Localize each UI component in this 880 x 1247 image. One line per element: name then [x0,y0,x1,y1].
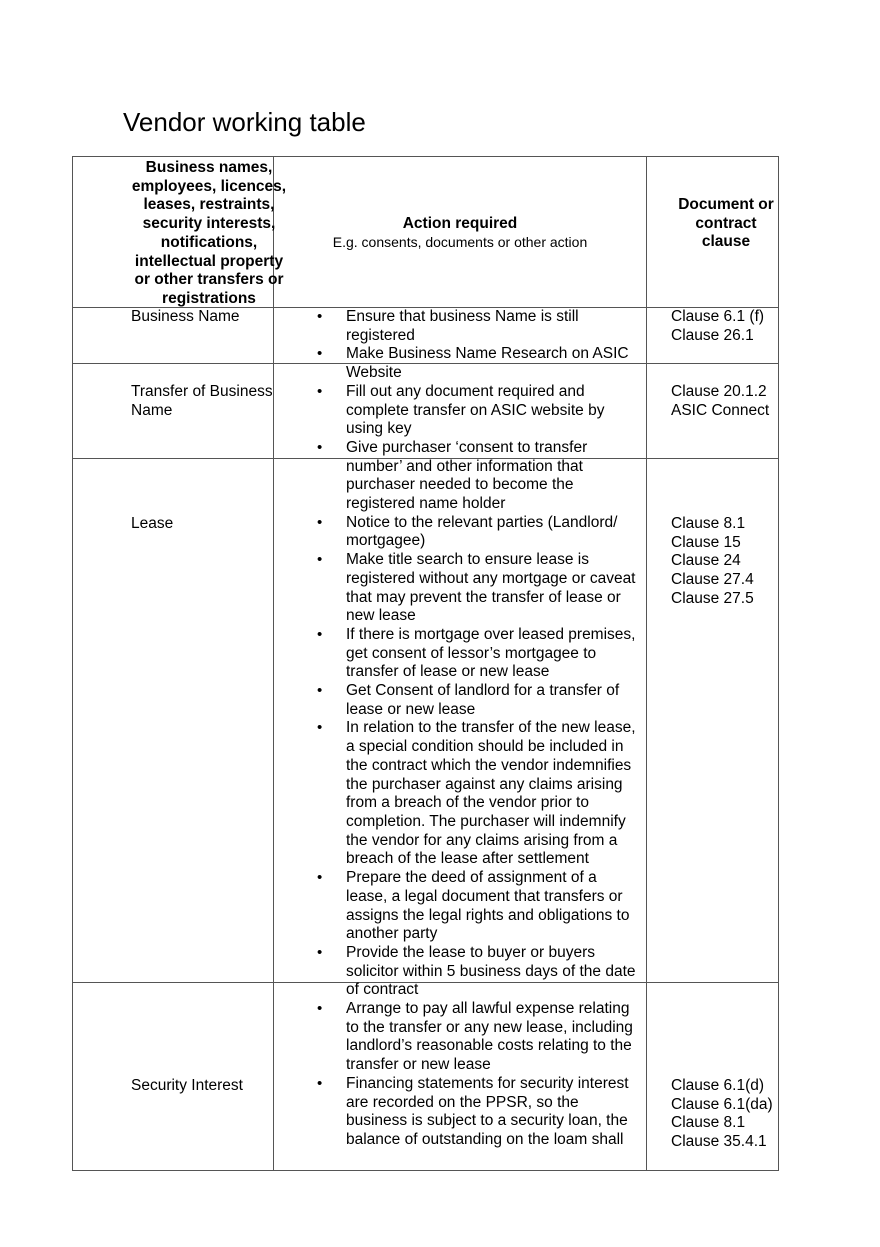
clause: Clause 6.1(da) [671,1095,773,1113]
action-line: Website [346,364,402,382]
action-line: from a breach of the vendor prior to [346,794,589,812]
table-border-top [72,156,779,157]
action-line: If there is mortgage over leased premises, [346,625,636,643]
action-line: landlord’s reasonable costs relating to the [346,1037,632,1055]
bullet-icon: • [317,382,323,400]
bullet-icon: • [317,1074,323,1092]
clause: Clause 26.1 [671,326,754,344]
action-line: Make Business Name Research on ASIC [346,345,629,363]
action-line: complete transfer on ASIC website by [346,401,605,419]
action-line: breach of the lease after settlement [346,850,589,868]
clauses-lease [671,515,754,609]
table-border-left [72,156,73,1171]
action-line: Give purchaser ‘consent to transfer [346,438,588,456]
action-line: a special condition should be included in [346,738,624,756]
clauses-transfer [671,383,769,420]
bullet-icon: • [317,869,323,886]
bullet-icon: • [317,513,323,531]
action-line: business is subject to a security loan, the [346,1112,628,1130]
row-label-transfer [131,383,273,420]
column-divider [646,156,647,1171]
clause: Clause 35.4.1 [671,1133,767,1151]
clause: Clause 8.1 [671,515,746,532]
action-line: the vendor for any claims arising from a [346,831,618,849]
header-line: security interests, [142,215,276,233]
action-line: to the transfer or any new lease, including [346,1018,633,1036]
bullet-icon: • [317,943,323,961]
header-line: leases, restraints, [143,196,275,214]
bullet-icon: • [317,551,323,569]
action-line: registered [346,326,415,344]
header-line: intellectual property [134,252,284,270]
bullet-icon: • [317,625,323,643]
bullet-icon: • [317,438,323,456]
clause: Clause 6.1(d) [671,1077,765,1094]
clause: Clause 27.4 [671,571,754,589]
header-line: registrations [162,289,256,307]
clause: Clause 24 [671,552,741,570]
action-line: lease, a legal document that transfers or [346,887,623,905]
row-label-security-interest: Security Interest [131,1077,243,1094]
action-list [346,308,636,1150]
bullet-icon: • [317,719,323,737]
action-line: that may prevent the transfer of lease or [346,588,621,606]
table-border-bottom [72,1170,779,1171]
bullet-icon: • [317,345,323,363]
clause: Clause 27.5 [671,589,754,607]
bullet-icon: • [317,682,323,699]
action-line: Financing statements for security interest [346,1074,629,1092]
action-line: Make title search to ensure lease is [346,551,589,569]
label-line: Name [131,401,173,419]
clause: Clause 8.1 [671,1114,746,1132]
action-line: another party [346,925,438,943]
action-line: In relation to the transfer of the new lease, [346,719,636,737]
clause: Clause 6.1 (f) [671,308,765,325]
action-line: using key [346,420,412,438]
bullet-icon: • [317,999,323,1017]
row-label-lease: Lease [131,515,174,532]
header-line: notifications, [160,233,258,251]
page-title: Vendor working table [123,107,366,137]
action-line: Get Consent of landlord for a transfer of [346,682,620,700]
action-line: new lease [346,607,416,625]
header-line: Business names, [145,159,273,176]
action-line: solicitor within 5 business days of the date [346,962,636,980]
header-line: contract [695,214,757,232]
action-line: number’ and other information that [346,457,583,475]
action-line: get consent of lessor’s mortgagee to [346,644,597,662]
header-line: or other transfers or [134,271,284,289]
action-line: Arrange to pay all lawful expense relating [346,1000,630,1018]
header-line: Document or [678,196,774,213]
clauses-business-name [671,308,764,345]
action-line: Prepare the deed of assignment of a [346,869,597,887]
action-line: lease or new lease [346,700,476,718]
header-line: employees, licences, [131,177,287,195]
action-line: completion. The purchaser will indemnify [346,812,626,830]
label-line: Transfer of Business [131,383,273,400]
clause: ASIC Connect [671,401,770,419]
action-line: registered name holder [346,495,506,513]
action-line: of contract [346,981,419,999]
action-line: Fill out any document required and [346,382,585,400]
action-line: the contract which the vendor indemnifies [346,756,632,774]
action-line: transfer of lease or new lease [346,663,550,681]
action-line: transfer or new lease [346,1056,491,1074]
action-line: are recorded on the PPSR, so the [346,1093,579,1111]
action-line: mortgagee) [346,532,426,550]
header-line: clause [701,233,751,251]
table-border-right [778,156,779,1171]
action-line: balance of outstanding on the loam shall [346,1130,624,1148]
header-document-clause [666,196,786,252]
clause: Clause 15 [671,533,741,551]
row-label-business-name: Business Name [131,308,240,325]
clause: Clause 20.1.2 [671,383,767,400]
action-line: assigns the legal rights and obligations to [346,906,630,924]
bullet-icon: • [317,308,323,325]
action-line: Ensure that business Name is still [346,308,579,325]
action-line: registered without any mortgage or caveat [346,569,636,587]
header-action-required: Action required [402,215,518,232]
action-line: Notice to the relevant parties (Landlord/ [346,513,618,531]
action-line: the purchaser against any claims arising [346,775,623,793]
clauses-security-interest [671,1077,773,1152]
action-line: purchaser needed to become the [346,476,574,494]
header-action-subtitle: E.g. consents, documents or other action [332,234,588,250]
action-line: Provide the lease to buyer or buyers [346,943,595,961]
